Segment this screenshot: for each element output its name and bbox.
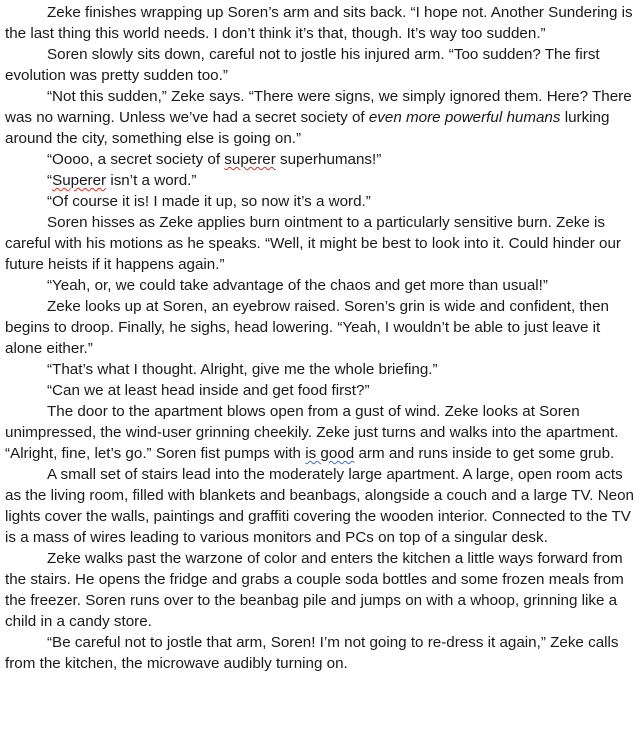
- text-run: “Can we at least head inside and get food first?”: [47, 382, 370, 399]
- text-run: lurking around the city, something else is going on.”: [5, 109, 610, 147]
- text-run: “Of course it is! I made it up, so now it’s a word.”: [47, 193, 371, 210]
- text-run: isn’t a word.”: [106, 172, 197, 189]
- paragraph: [5, 632, 637, 674]
- paragraph: [5, 464, 637, 548]
- italic-text: even more powerful humans: [368, 109, 561, 126]
- text-run: Zeke looks up at Soren, an eyebrow raised. Soren’s grin is wide and confident, then begins to droop. Finally, he sighs, head lowering. “Yeah, I wouldn’t be able to just leave it alone either.”: [5, 298, 609, 357]
- text-run: superhumans!”: [275, 151, 382, 168]
- document-body: [5, 2, 637, 674]
- text-run: “That’s what I thought. Alright, give me the whole briefing.”: [47, 361, 438, 378]
- text-run: “Oooo, a secret society of: [47, 151, 225, 168]
- paragraph: [5, 380, 637, 401]
- text-run: “Not this sudden,” Zeke says. “There were signs, we simply ignored them. Here? There was no warning. Unless we’ve had a secret society of: [5, 88, 632, 126]
- paragraph: [5, 86, 637, 149]
- text-run: “Be careful not to jostle that arm, Soren! I’m not going to re-dress it again,” Zeke calls from the kitchen, the microwave audibly turning on.: [5, 634, 619, 672]
- paragraph: [5, 149, 637, 170]
- paragraph: [5, 296, 637, 359]
- spelling-error-word: Superer: [52, 172, 107, 189]
- paragraph: [5, 212, 637, 275]
- paragraph: [5, 170, 637, 191]
- text-run: The door to the apartment blows open from a gust of wind. Zeke looks at Soren unimpressed, the wind-user grinning cheekily. Zeke just turns and walks into the apartment. “Alright, fine, let’s go.” Soren fist pumps with: [5, 403, 619, 462]
- text-run: Soren slowly sits down, careful not to jostle his injured arm. “Too sudden? The first evolution was pretty sudden too.”: [5, 46, 600, 84]
- text-run: Zeke walks past the warzone of color and enters the kitchen a little ways forward from the stairs. He opens the fridge and grabs a couple soda bottles and some frozen meals from the freezer. Soren runs over to the beanbag pile and jumps on with a whoop, grinning like a child in a candy store.: [5, 550, 624, 630]
- paragraph: [5, 548, 637, 632]
- spelling-error-word: superer: [224, 151, 276, 168]
- text-run: Zeke finishes wrapping up Soren’s arm and sits back. “I hope not. Another Sundering is the last thing this world needs. I don’t think it’s that, though. It’s way too sudden.”: [5, 4, 633, 42]
- text-run: “Yeah, or, we could take advantage of the chaos and get more than usual!”: [47, 277, 548, 294]
- paragraph: [5, 44, 637, 86]
- text-run: Soren hisses as Zeke applies burn ointment to a particularly sensitive burn. Zeke is careful with his motions as he speaks. “Well, it might be best to look into it. Could hinder our future heists if it happens again.”: [5, 214, 621, 273]
- paragraph: [5, 359, 637, 380]
- paragraph: [5, 401, 637, 464]
- paragraph: [5, 191, 637, 212]
- paragraph: [5, 2, 637, 44]
- text-run: “: [47, 172, 53, 189]
- text-run: arm and runs inside to get some grub.: [354, 445, 615, 462]
- grammar-suggestion-text: is good: [305, 445, 355, 462]
- text-run: A small set of stairs lead into the moderately large apartment. A large, open room acts as the living room, filled with blankets and beanbags, alongside a couch and a large TV. Neon lights cover the walls, paintings and graffiti covering the wooden interior. Connected to the TV is a mass of wires leading to various monitors and PCs on top of a singular desk.: [5, 466, 635, 546]
- paragraph: [5, 275, 637, 296]
